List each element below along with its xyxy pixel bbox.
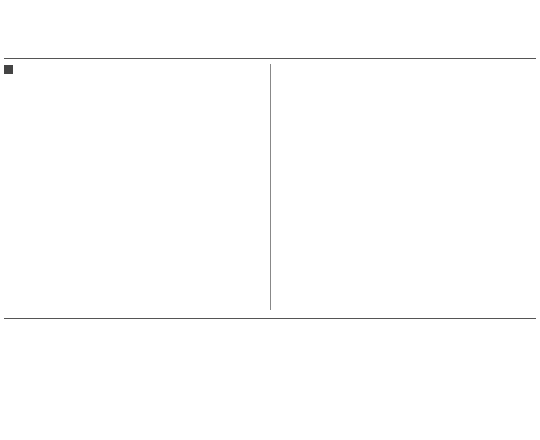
section-label <box>4 360 204 373</box>
second-article-body <box>4 374 536 440</box>
byline-square-icon <box>4 65 13 74</box>
article-headline <box>40 2 500 54</box>
right-column <box>276 62 536 314</box>
second-article-headline <box>60 324 480 354</box>
top-divider <box>4 58 536 59</box>
left-column <box>4 62 266 314</box>
drop-cap <box>4 80 30 110</box>
byline-row <box>4 62 266 76</box>
middle-divider <box>4 318 536 319</box>
column-divider <box>270 64 271 310</box>
